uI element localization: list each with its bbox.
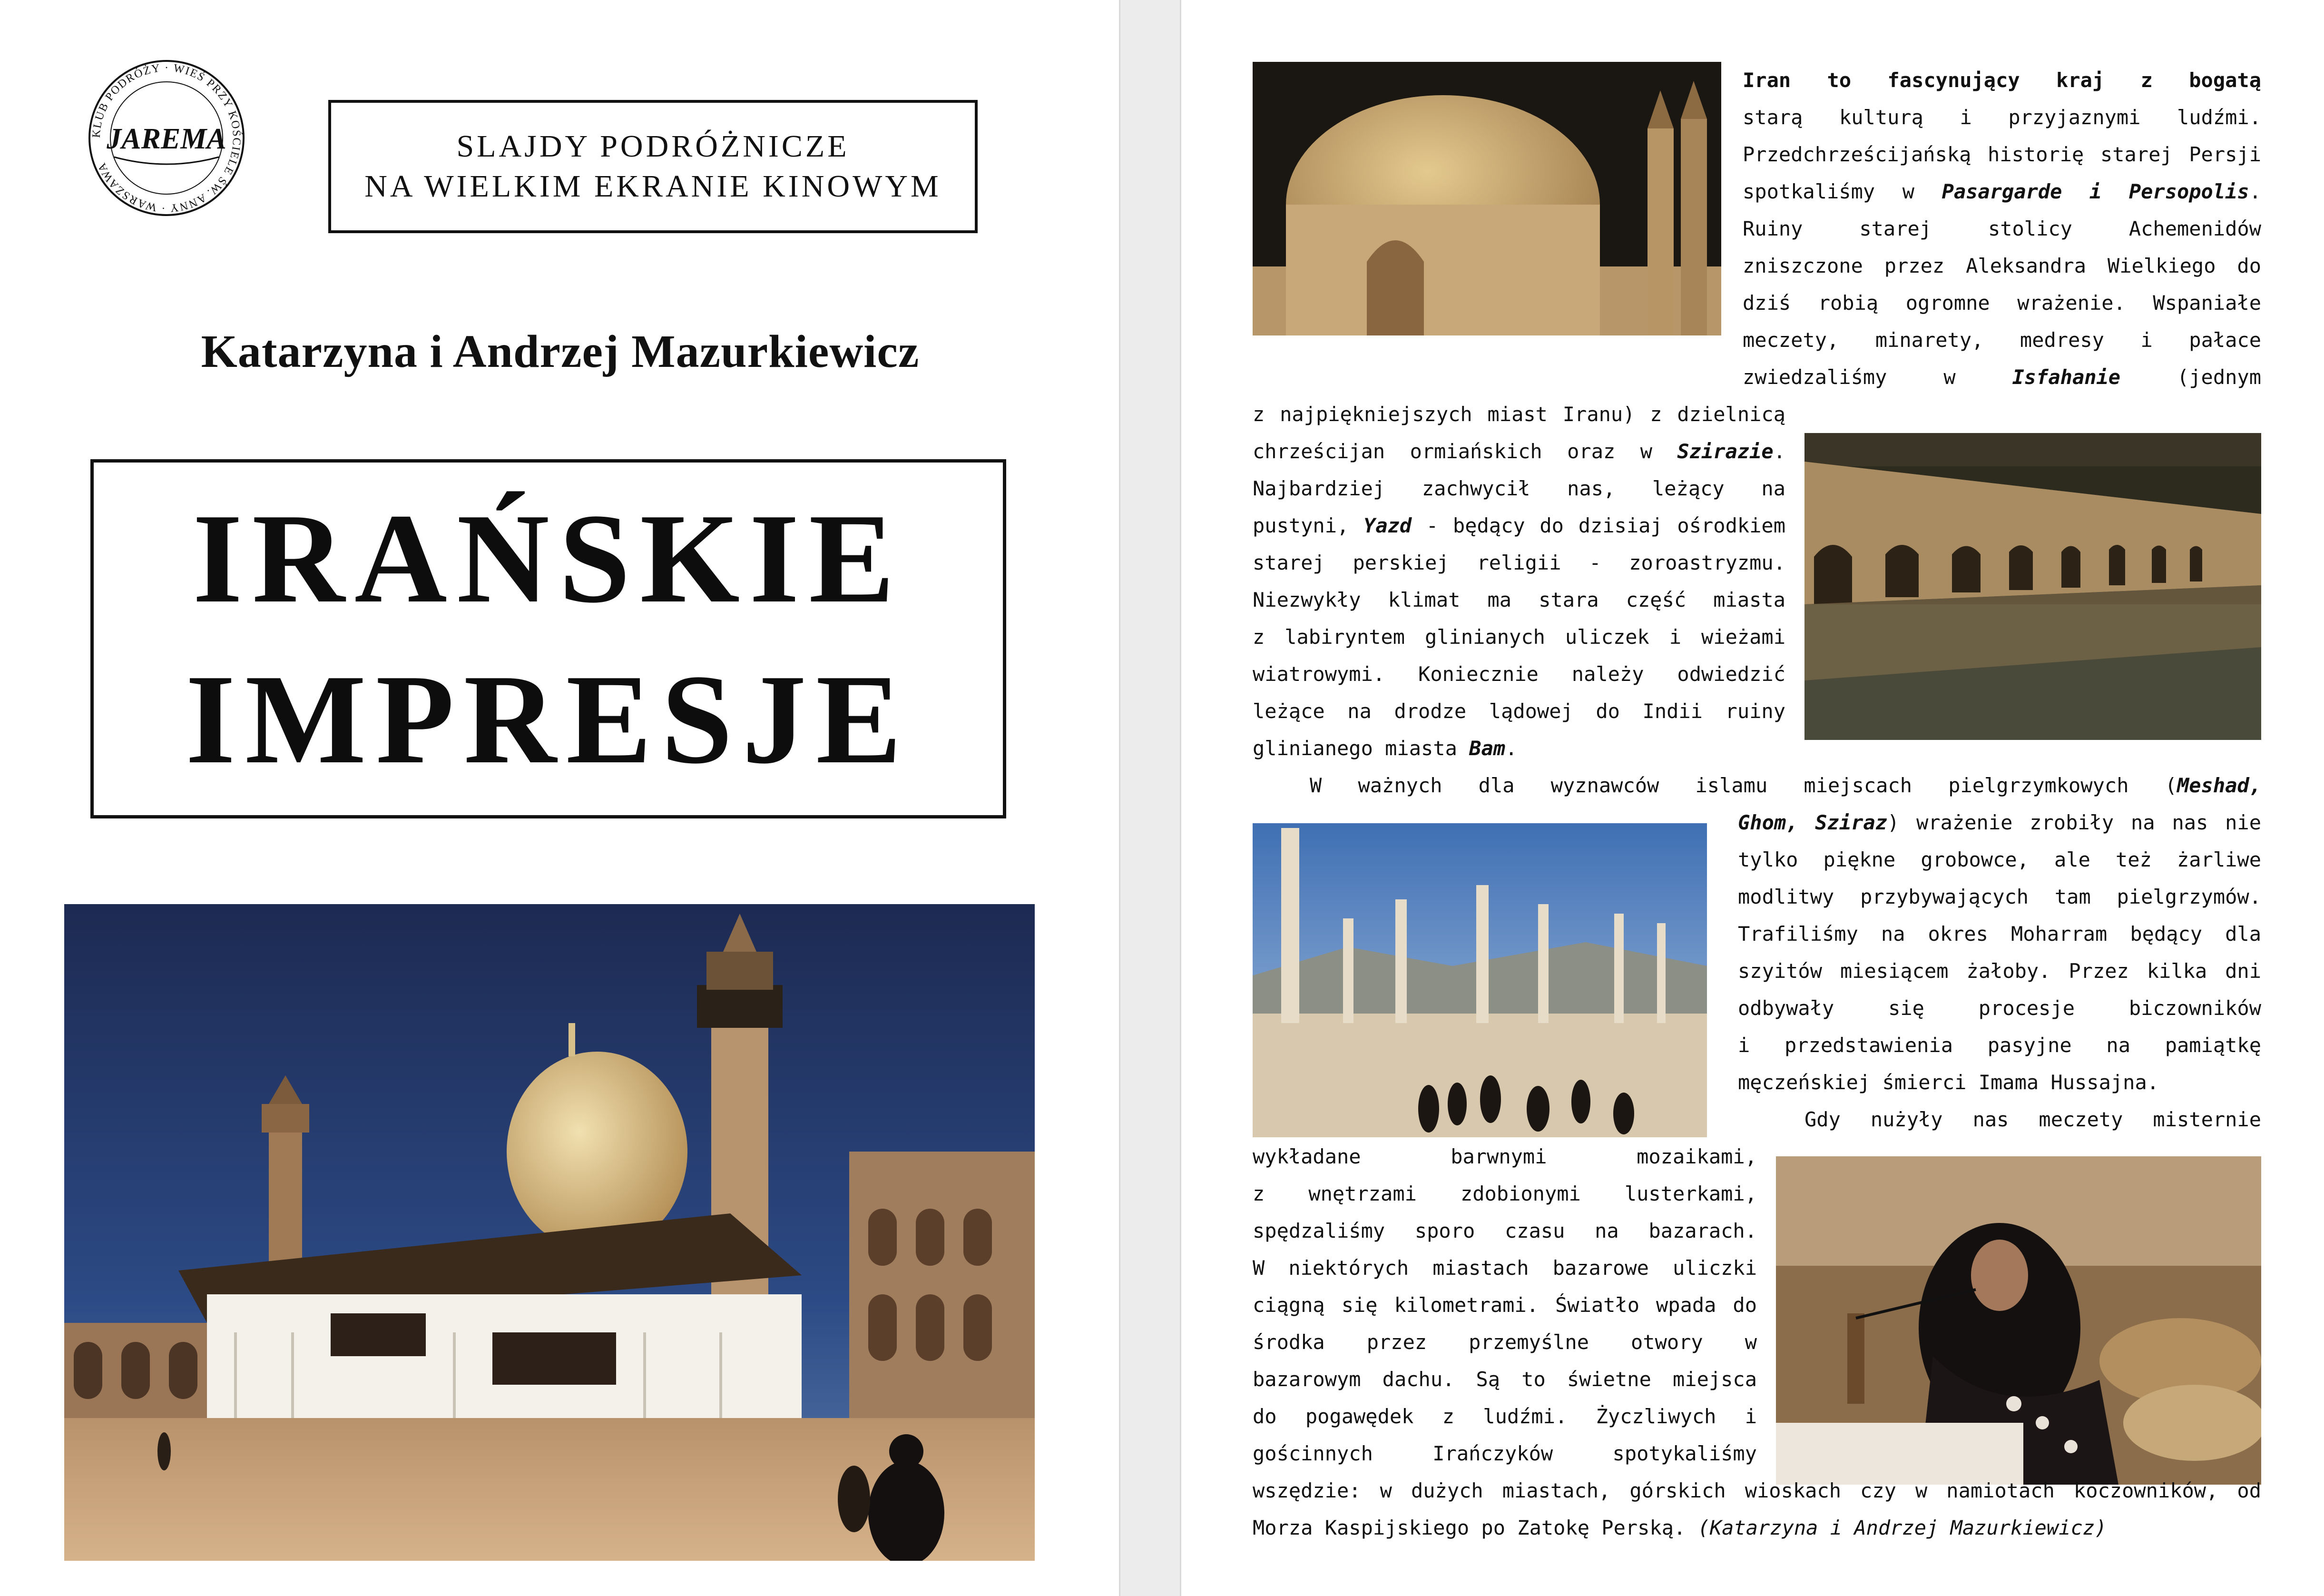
left-page bbox=[0, 0, 1120, 1596]
text-span: chrześcijan ormiańskich oraz w bbox=[1253, 440, 1677, 463]
hookah-woman-photo-icon bbox=[1776, 1156, 2261, 1485]
text-line: i przedstawienia pasyjne na pamiątkę bbox=[1738, 1034, 2261, 1057]
text-line: wykładane barwnymi mozaikami, bbox=[1253, 1145, 1757, 1168]
text-line bbox=[1253, 730, 1785, 767]
logo-wordmark: JAREMA bbox=[107, 123, 226, 155]
text-line bbox=[1743, 62, 2261, 99]
club-logo-icon bbox=[86, 57, 247, 219]
text-line: starej perskiej religii - zoroastryzmu. bbox=[1253, 551, 1785, 574]
text-line: męczeńskiej śmierci Imama Hussajna. bbox=[1738, 1071, 2159, 1094]
text-line: wszędzie: w dużych miastach, górskich wioskach czy w namiotach koczowników, od bbox=[1253, 1479, 2261, 1502]
text-span: . bbox=[1773, 440, 1785, 463]
text-block-intro bbox=[1743, 62, 2261, 396]
authors-name: Katarzyna i Andrzej Mazurkiewicz bbox=[201, 326, 920, 377]
text-line bbox=[1743, 173, 2261, 210]
text-span: Iran to fascynujący kraj z bogatą bbox=[1743, 69, 2261, 92]
text-line: środka przez przemyślne otwory w bbox=[1253, 1330, 1757, 1354]
text-line bbox=[1253, 767, 2261, 804]
hookah-woman-photo bbox=[1776, 1156, 2261, 1485]
mosque-shrine-photo-icon bbox=[64, 904, 1035, 1561]
text-line: dziś robią ogromne wrażenie. Wspaniałe bbox=[1743, 291, 2261, 315]
text-block-e bbox=[1253, 1138, 1757, 1472]
dome-minarets-photo bbox=[1253, 62, 1721, 335]
text-line: meczety, minarety, medresy i pałace bbox=[1743, 328, 2261, 352]
banner-line-1: SLAJDY PODRÓŻNICZE bbox=[456, 129, 850, 164]
text-line: leżące na drodze lądowej do Indii ruiny bbox=[1253, 699, 1785, 723]
text-line: Najbardziej zachwycił nas, leżący na bbox=[1253, 477, 1785, 500]
title-box bbox=[90, 459, 1006, 818]
text-line: do pogawędek z ludźmi. Życzliwych i bbox=[1253, 1405, 1757, 1428]
text-line: wiatrowymi. Koniecznie należy odwiedzić bbox=[1253, 662, 1785, 686]
banner-line-2: NA WIELKIM EKRANIE KINOWYM bbox=[364, 169, 941, 204]
mosque-shrine-photo bbox=[64, 904, 1035, 1561]
text-block-b bbox=[1253, 396, 1785, 767]
text-line: z wnętrzami zdobionymi lusterkami, bbox=[1253, 1182, 1757, 1205]
persepolis-columns-photo bbox=[1253, 823, 1707, 1137]
text-line: spędzaliśmy sporo czasu na bazarach. bbox=[1253, 1219, 1757, 1242]
text-span: W ważnych dla wyznawców islamu miejscach pielgrzymkowych ( bbox=[1310, 774, 2177, 797]
text-span: . bbox=[2249, 180, 2261, 203]
text-span: Szirazie bbox=[1677, 440, 1774, 463]
text-line: W niektórych miastach bazarowe uliczki bbox=[1253, 1256, 1757, 1280]
text-span: Yazd bbox=[1363, 514, 1412, 537]
banner-box bbox=[328, 100, 978, 233]
bridge-arches-photo-icon bbox=[1804, 433, 2261, 740]
text-span: ) wrażenie zrobiły na nas nie bbox=[1887, 811, 2261, 834]
text-line: z najpiękniejszych miast Iranu) z dzielnicą bbox=[1253, 403, 1785, 426]
text-block-f bbox=[1253, 1472, 2261, 1547]
text-span: Meshad, bbox=[2177, 774, 2261, 797]
text-line bbox=[1743, 359, 2261, 396]
text-span: . bbox=[1505, 737, 1518, 760]
text-line: ciągną się kilometrami. Światło wpada do bbox=[1253, 1293, 1757, 1317]
text-span: Ghom, Sziraz bbox=[1738, 811, 1887, 834]
text-span: - będący do dzisiaj ośrodkiem bbox=[1412, 514, 1785, 537]
logo-ring-text: KLUB PODRÓŻY · WIEŚ PRZY KOŚCIELE ŚW. ANNY · WARSZAWA bbox=[90, 61, 243, 215]
bridge-arches-photo bbox=[1804, 433, 2261, 740]
right-page bbox=[1180, 0, 2324, 1596]
text-line: starą kulturą i przyjaznymi ludźmi. bbox=[1743, 106, 2261, 129]
text-line: zniszczone przez Aleksandra Wielkiego do bbox=[1743, 254, 2261, 277]
dome-minarets-photo-icon bbox=[1253, 62, 1721, 335]
text-line: gościnnych Irańczyków spotykaliśmy bbox=[1253, 1442, 1757, 1465]
title-line-2: IMPRESJE bbox=[185, 648, 912, 790]
text-block-c bbox=[1253, 767, 2261, 804]
text-span: glinianego miasta bbox=[1253, 737, 1470, 760]
text-span: spotkaliśmy w bbox=[1743, 180, 1942, 203]
text-block-d bbox=[1738, 804, 2261, 1138]
text-line bbox=[1253, 1509, 2261, 1547]
text-line bbox=[1253, 433, 1785, 470]
text-line: Gdy nużyły nas meczety misternie bbox=[1804, 1108, 2261, 1131]
text-span: Bam bbox=[1469, 737, 1506, 760]
text-span: zwiedzaliśmy w bbox=[1743, 365, 2012, 389]
text-span: Pasargarde i Persopolis bbox=[1942, 180, 2249, 203]
text-line: modlitwy przybywających tam pielgrzymów. bbox=[1738, 885, 2261, 908]
persepolis-columns-photo-icon bbox=[1253, 823, 1707, 1137]
text-line: bazarowym dachu. Są to świetne miejsca bbox=[1253, 1368, 1757, 1391]
text-span: Morza Kaspijskiego po Zatokę Perską. bbox=[1253, 1516, 1698, 1539]
club-logo bbox=[86, 57, 247, 219]
text-line: Przedchrześcijańską historię starej Persji bbox=[1743, 143, 2261, 166]
signature: (Katarzyna i Andrzej Mazurkiewicz) bbox=[1697, 1516, 2107, 1539]
text-line bbox=[1738, 804, 2261, 841]
text-line: Trafiliśmy na okres Moharram będący dla bbox=[1738, 922, 2261, 946]
text-span: (jednym bbox=[2120, 365, 2261, 389]
title-line-1: IRAŃSKIE bbox=[192, 487, 904, 630]
text-line: Ruiny starej stolicy Achemenidów bbox=[1743, 217, 2261, 240]
text-line bbox=[1253, 507, 1785, 544]
text-line: szyitów miesiącem żałoby. Przez kilka dni bbox=[1738, 959, 2261, 983]
text-span: Isfahanie bbox=[2012, 365, 2121, 389]
text-line: tylko piękne grobowce, ale też żarliwe bbox=[1738, 848, 2261, 871]
text-span: pustyni, bbox=[1253, 514, 1364, 537]
text-line: z labiryntem glinianych uliczek i wieżami bbox=[1253, 625, 1785, 649]
text-line: Niezwykły klimat ma stara część miasta bbox=[1253, 588, 1785, 611]
text-line: odbywały się procesje biczowników bbox=[1738, 996, 2261, 1020]
